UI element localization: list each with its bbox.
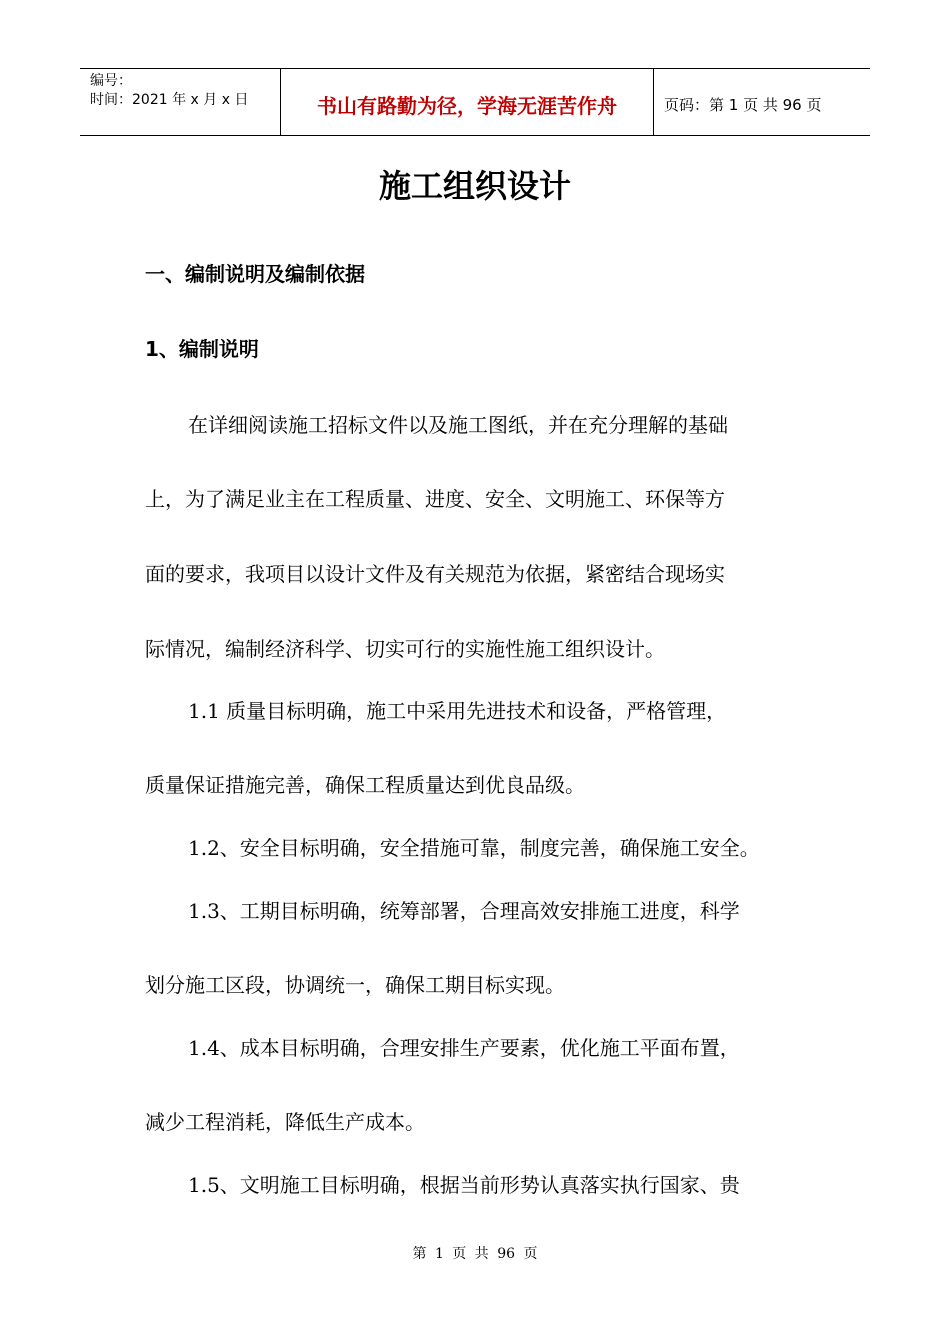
paragraph-line: 划分施工区段，协调统一，确保工期目标实现。	[145, 973, 565, 997]
header-table	[80, 68, 870, 136]
subsection-heading: 1、编制说明	[145, 337, 259, 361]
header-page-code: 页码：第 1 页 共 96 页	[664, 95, 822, 114]
paragraph-line: 1.3、工期目标明确，统筹部署，合理高效安排施工进度，科学	[188, 899, 740, 923]
paragraph-line: 1.5、文明施工目标明确，根据当前形势认真落实执行国家、贵	[188, 1173, 740, 1197]
paragraph-line: 减少工程消耗，降低生产成本。	[145, 1110, 425, 1134]
paragraph-line: 质量保证措施完善，确保工程质量达到优良品级。	[145, 773, 585, 797]
section-heading: 一、编制说明及编制依据	[145, 262, 365, 286]
header-meta-cell	[80, 69, 281, 135]
paragraph-line: 1.1 质量目标明确，施工中采用先进技术和设备，严格管理，	[188, 699, 727, 723]
paragraph-line: 上，为了满足业主在工程质量、进度、安全、文明施工、环保等方	[145, 487, 725, 511]
document-number-label: 编号：	[90, 73, 132, 89]
page-footer: 第 1 页 共 96 页	[412, 1246, 538, 1262]
document-date-label: 时间：2021 年 x 月 x 日	[90, 92, 249, 108]
paragraph-line: 面的要求，我项目以设计文件及有关规范为依据，紧密结合现场实	[145, 562, 725, 586]
paragraph-line: 1.2、安全目标明确，安全措施可靠，制度完善，确保施工安全。	[188, 836, 760, 860]
paragraph-line: 在详细阅读施工招标文件以及施工图纸，并在充分理解的基础	[188, 413, 728, 437]
paragraph-line: 际情况，编制经济科学、切实可行的实施性施工组织设计。	[145, 637, 665, 661]
header-motto: 书山有路勤为径，学海无涯苦作舟	[281, 69, 654, 135]
paragraph-line: 1.4、成本目标明确，合理安排生产要素，优化施工平面布置，	[188, 1036, 740, 1060]
document-title: 施工组织设计	[378, 167, 571, 205]
